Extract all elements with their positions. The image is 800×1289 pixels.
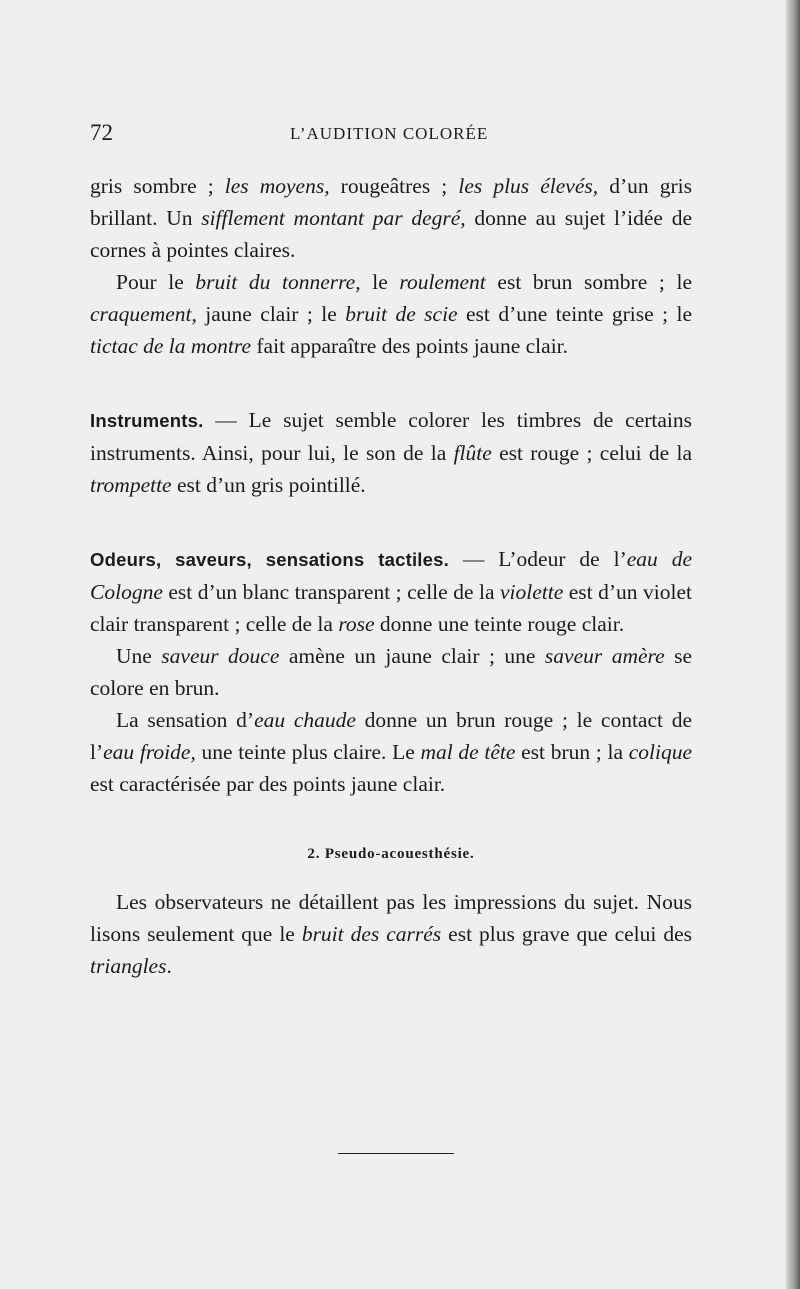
heading-instruments: Instruments.: [90, 410, 204, 431]
paragraph-final: Les observateurs ne détaillent pas les impressions du sujet. Nous lisons seulement que le bruit des carrés est plus grave que celui des triangles.: [90, 890, 692, 978]
paragraph-sensation: La sensation d’eau chaude donne un brun rouge ; le contact de l’eau froide, une teinte plus claire. Le mal de tête est brun ; la colique est caractérisée par des points jaune clair.: [90, 708, 692, 796]
section-title: 2. Pseudo-acouesthésie.: [307, 846, 475, 862]
end-rule: [338, 1153, 454, 1154]
paragraph-instruments: Instruments. — Le sujet semble colorer les timbres de certains instruments. Ainsi, pour lui, le son de la flûte est rouge ; celui de la trompette est d’un gris pointillé.: [90, 408, 692, 497]
paragraph-saveur: Une saveur douce amène un jaune clair ; une saveur amère se colore en brun.: [90, 644, 692, 700]
page-edge-shadow: [786, 0, 800, 1289]
heading-odeurs: Odeurs, saveurs, sensations tactiles.: [90, 549, 449, 570]
paragraph-thunder: Pour le bruit du tonnerre, le roulement est brun sombre ; le craquement, jaune clair ; le bruit de scie est d’une teinte grise ; le tictac de la montre fait apparaître des points jaune clair.: [90, 270, 693, 358]
paragraph-odeurs: Odeurs, saveurs, sensations tactiles. — L’odeur de l’eau de Cologne est d’un blanc transparent ; celle de la violette est d’un violet clair transparent ; celle de la rose donne une teinte rouge clair.: [90, 547, 692, 636]
running-head: [90, 120, 690, 154]
page-number: 72: [90, 120, 113, 145]
running-title: L’AUDITION COLORÉE: [290, 124, 489, 143]
text-block: [90, 170, 692, 982]
paragraph-continuation: gris sombre ; les moyens, rougeâtres ; les plus élevés, d’un gris brillant. Un sifflement montant par degré, donne au sujet l’idée de cornes à pointes claires.: [90, 174, 692, 262]
